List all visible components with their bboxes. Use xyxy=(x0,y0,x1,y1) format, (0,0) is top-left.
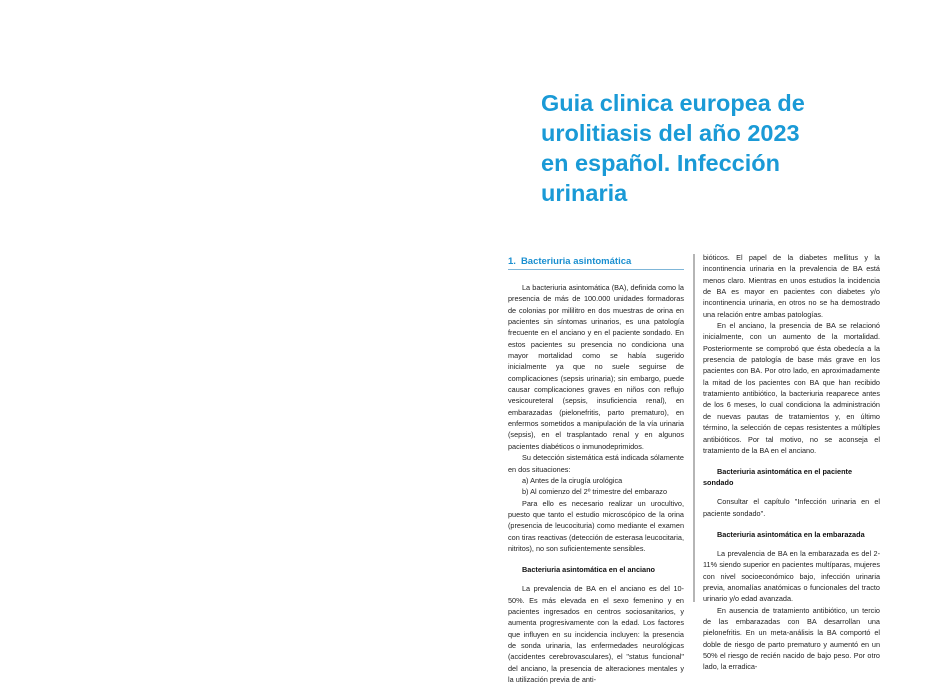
section-number: 1. xyxy=(508,256,516,267)
paragraph: Su detección sistemática está indicada sólamente en dos situaciones: xyxy=(508,453,684,474)
list-item: a) Antes de la cirugía urológica xyxy=(522,475,623,485)
column-divider xyxy=(693,254,695,602)
left-column xyxy=(508,252,684,685)
section-heading-text: Bacteriuria asintomática xyxy=(520,256,632,267)
section-heading xyxy=(508,256,684,270)
list-item: b) Al comienzo del 2º trimestre del embarazo xyxy=(522,487,668,497)
paragraph: En el anciano, la presencia de BA se relacionó inicialmente, con un aumento de la mortalidad. Posteriormente se comprobó que ésta obedecía a la presencia de patología de base más grave en los pacientes con BA. Por otro lado, en aproximadamente la mitad de los pacientes con BA que han recibido tratamiento antibiótico, la bacteriuria reaparece antes de los 6 meses, lo cual condiciona la administración de nuevas pautas de tratamientos y, en último término, la selección de cepas resistentes a múltiples antibióticos. Por tal motivo, no se aconseja el tratamiento de la BA en el anciano. xyxy=(703,321,880,455)
paragraph: En ausencia de tratamiento antibiótico, un tercio de las embarazadas con BA desarrollan una pielonefritis. En un meta-análisis la BA comportó el doble de riesgo de parto prematuro y aumentó en un 50% el riesgo de recién nacido de bajo peso. Por otro lado, la erradica- xyxy=(703,605,880,672)
subheading-pregnant: Bacteriuria asintomática en la embarazada xyxy=(717,529,865,539)
title-line-3: en español. Infección xyxy=(541,150,780,176)
paragraph: Para ello es necesario realizar un urocultivo, puesto que tanto el estudio microscópico de la orina (presencia de leucocituria) como mediante el examen con tiras reactivas (detección de esterasa leucocitaria, nitritos), no son suficientemente sensibles. xyxy=(508,498,684,553)
right-column xyxy=(703,252,880,673)
paragraph: La prevalencia de BA en el anciano es del 10-50%. Es más elevada en el sexo femenino y en pacientes ingresados en centros sociosanitarios, y aumenta progresivamente con la edad. Los factores que influyen en su incidencia incluyen: la presencia de sonda urinaria, las enfermedades neurológicas (accidentes cerebrovasculares), el "status funcional" del anciano, la presencia de alteraciones mentales y la utilización previa de anti- xyxy=(508,584,684,684)
paragraph: La prevalencia de BA en la embarazada es del 2-11% siendo superior en pacientes multíparas, mujeres con nivel socioeconómico bajo, infección urinaria previa, anomalías anatómicas o funcionales del tracto urinario y/o edad avanzada. xyxy=(703,548,880,604)
paragraph: Consultar el capítulo "Infección urinaria en el paciente sondado". xyxy=(703,497,880,518)
document-title xyxy=(541,88,871,208)
paragraph: La bacteriuria asintomática (BA), definida como la presencia de más de 100.000 unidades formadoras de colonias por mililitro en dos muestras de orina en pacientes sin síntomas urinarios, es una patología frecuente en el anciano y en el paciente sondado. En estos pacientes su presencia no condiciona una mayor mortalidad como se había sugerido inicialmente ya que no suele seguirse de complicaciones (sepsis urinaria); sin embargo, puede causar complicaciones graves en niños con reflujo vesicoureteral (sepsis, insuficiencia renal), en embarazadas (pielonefritis, parto prematuro), en enfermos sometidos a manipulación de la vía urinaria (sepsis), en el trasplantado renal y en algunos pacientes diabéticos o inmunodeprimidos. xyxy=(508,283,684,451)
subheading-catheter: Bacteriuria asintomática en el paciente sondado xyxy=(703,467,853,488)
subheading-elderly: Bacteriuria asintomática en el anciano xyxy=(522,565,656,575)
paragraph: bióticos. El papel de la diabetes mellitus y la incontinencia urinaria en la prevalencia de BA está menos claro. Mientras en unos estudios la incidencia de BA es mayor en pacientes con diabetes y/o incontinencia urinaria, en otros no se ha demostrado una relación entre ambas patologías. xyxy=(703,253,880,319)
title-line-1: Guia clinica europea de xyxy=(541,90,805,116)
title-line-4: urinaria xyxy=(541,180,628,206)
title-line-2: urolitiasis del año 2023 xyxy=(541,120,800,146)
